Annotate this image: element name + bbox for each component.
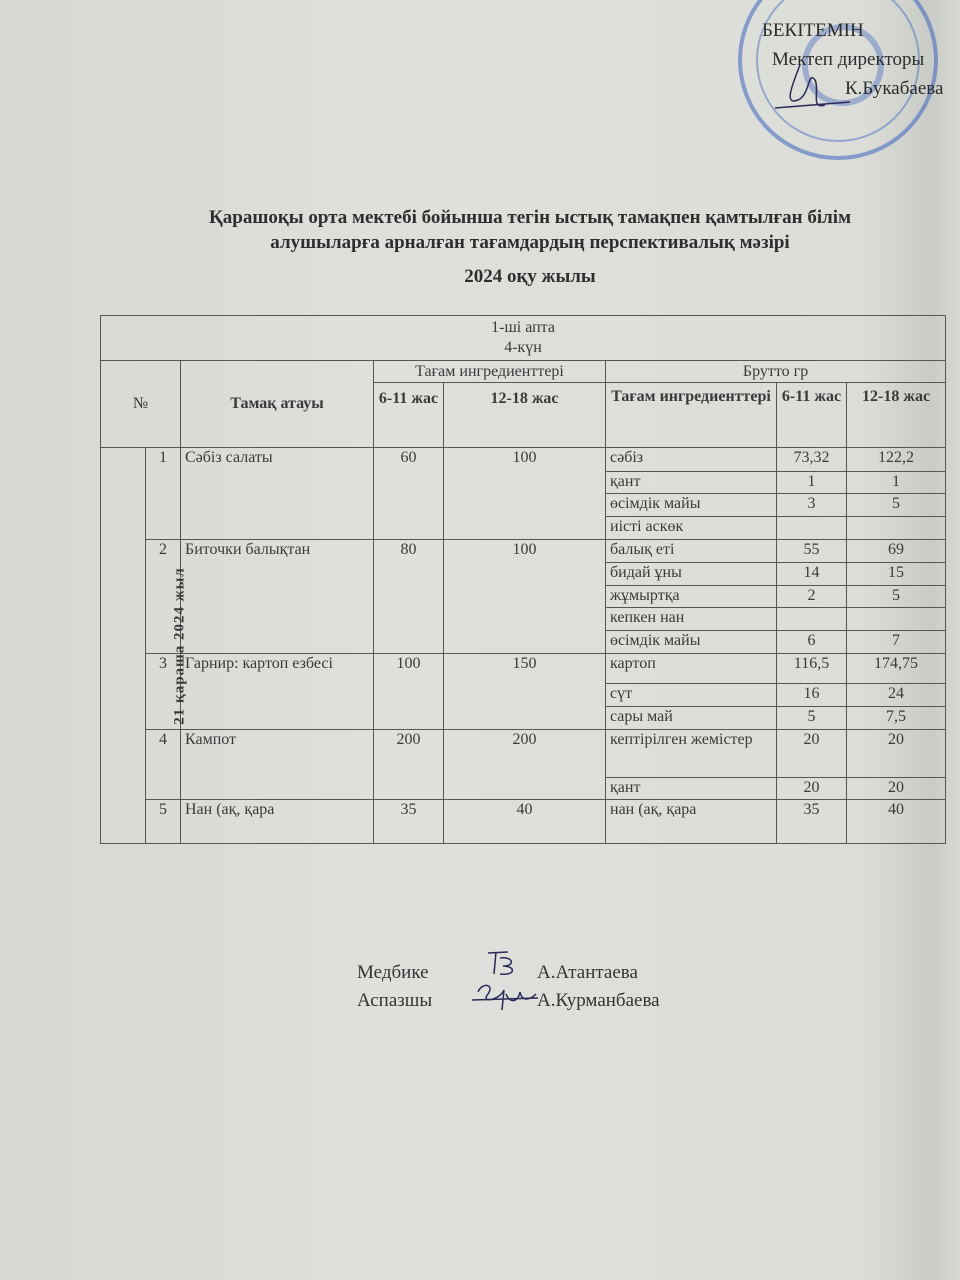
ingredient-name: бидай ұны (606, 563, 777, 586)
gross-12-18: 15 (847, 563, 946, 586)
ingredient-name: өсімдік майы (606, 631, 777, 654)
gross-12-18 (847, 517, 946, 540)
director-signature (770, 60, 860, 120)
ingredient-name: жұмыртқа (606, 586, 777, 608)
gross-6-11: 55 (777, 540, 847, 563)
gross-6-11: 20 (777, 778, 847, 800)
day-label: 4-күн (504, 339, 542, 356)
dish-portion-12-18: 150 (444, 654, 606, 730)
gross-12-18: 40 (847, 800, 946, 844)
header-age-12-18: 12-18 жас (444, 383, 606, 448)
header-no: № (101, 361, 181, 448)
header-gross-group: Брутто гр (606, 361, 946, 383)
document-title (100, 205, 960, 289)
header-ingredient: Тағам ингредиенттері (606, 383, 777, 448)
gross-12-18: 122,2 (847, 448, 946, 472)
dish-name: Гарнир: картоп езбесі (181, 654, 374, 730)
gross-12-18: 5 (847, 586, 946, 608)
dish-number: 4 (146, 730, 181, 800)
gross-6-11: 35 (777, 800, 847, 844)
gross-6-11: 2 (777, 586, 847, 608)
gross-6-11 (777, 517, 847, 540)
ingredient-row (101, 540, 946, 563)
signature-role-nurse: Медбике (357, 962, 429, 983)
week-day-header (101, 316, 946, 361)
nurse-signature (478, 948, 538, 978)
title-line-1: Қарашоқы орта мектебі бойынша тегін ыстық тамақпен қамтылған білім (208, 207, 852, 228)
gross-12-18: 7,5 (847, 707, 946, 730)
approval-heading: БЕКІТЕМІН (762, 20, 864, 41)
header-age-6-11: 6-11 жас (374, 383, 444, 448)
gross-12-18: 5 (847, 494, 946, 517)
header-dish: Тамақ атауы (181, 361, 374, 448)
ingredient-name: балық еті (606, 540, 777, 563)
gross-12-18: 7 (847, 631, 946, 654)
approval-name: К.Букабаева (845, 78, 944, 99)
gross-12-18: 20 (847, 730, 946, 778)
ingredient-row (101, 730, 946, 778)
gross-12-18: 174,75 (847, 654, 946, 684)
dish-number: 2 (146, 540, 181, 654)
gross-12-18: 1 (847, 472, 946, 494)
dish-portion-12-18: 40 (444, 800, 606, 844)
gross-12-18: 24 (847, 684, 946, 707)
gross-6-11: 5 (777, 707, 847, 730)
ingredient-name: иісті аскөк (606, 517, 777, 540)
date-label: 21 қараша 2024 жыл (171, 566, 188, 725)
signature-name-nurse: А.Атантаева (537, 962, 638, 983)
title-line-3: 2024 оқу жылы (464, 266, 596, 287)
header-gross-12-18: 12-18 жас (847, 383, 946, 448)
date-cell (101, 448, 188, 844)
header-ingredients-group: Тағам ингредиенттері (374, 361, 606, 383)
approval-position: Мектеп директоры (772, 49, 925, 70)
gross-12-18 (847, 608, 946, 631)
gross-6-11: 116,5 (777, 654, 847, 684)
dish-number: 1 (146, 448, 181, 540)
gross-6-11: 6 (777, 631, 847, 654)
ingredient-name: қант (606, 778, 777, 800)
gross-12-18: 20 (847, 778, 946, 800)
ingredient-name: нан (ақ, қара (606, 800, 777, 844)
ingredient-name: өсімдік майы (606, 494, 777, 517)
dish-portion-6-11: 60 (374, 448, 444, 540)
signature-role-cook: Аспазшы (357, 990, 433, 1011)
title-line-2: алушыларға арналған тағамдардың перспективалық мәзірі (270, 232, 790, 253)
ingredient-name: сәбіз (606, 448, 777, 472)
header-gross-6-11: 6-11 жас (777, 383, 847, 448)
dish-number: 5 (146, 800, 181, 844)
dish-portion-12-18: 100 (444, 540, 606, 654)
dish-number: 3 (146, 654, 181, 730)
gross-6-11: 73,32 (777, 448, 847, 472)
ingredient-name: қант (606, 472, 777, 494)
gross-6-11 (777, 608, 847, 631)
ingredient-row (101, 448, 946, 472)
ingredient-name: картоп (606, 654, 777, 684)
ingredient-name: кепкен нан (606, 608, 777, 631)
dish-portion-6-11: 100 (374, 654, 444, 730)
week-label: 1-ші апта (491, 319, 555, 336)
gross-12-18: 69 (847, 540, 946, 563)
dish-name: Нан (ақ, қара (181, 800, 374, 844)
dish-portion-6-11: 80 (374, 540, 444, 654)
gross-6-11: 16 (777, 684, 847, 707)
dish-name: Сәбіз салаты (181, 448, 374, 540)
gross-6-11: 1 (777, 472, 847, 494)
ingredient-row (101, 654, 946, 684)
gross-6-11: 14 (777, 563, 847, 586)
ingredient-name: сүт (606, 684, 777, 707)
dish-name: Биточки балықтан (181, 540, 374, 654)
signature-name-cook: А.Курманбаева (537, 990, 660, 1011)
dish-name: Кампот (181, 730, 374, 800)
dish-portion-6-11: 35 (374, 800, 444, 844)
gross-6-11: 3 (777, 494, 847, 517)
gross-6-11: 20 (777, 730, 847, 778)
ingredient-row (101, 800, 946, 844)
dish-portion-12-18: 100 (444, 448, 606, 540)
dish-portion-6-11: 200 (374, 730, 444, 800)
ingredient-name: сары май (606, 707, 777, 730)
cook-signature (470, 980, 540, 1016)
menu-table (100, 315, 946, 844)
ingredient-name: кептірілген жемістер (606, 730, 777, 778)
dish-portion-12-18: 200 (444, 730, 606, 800)
